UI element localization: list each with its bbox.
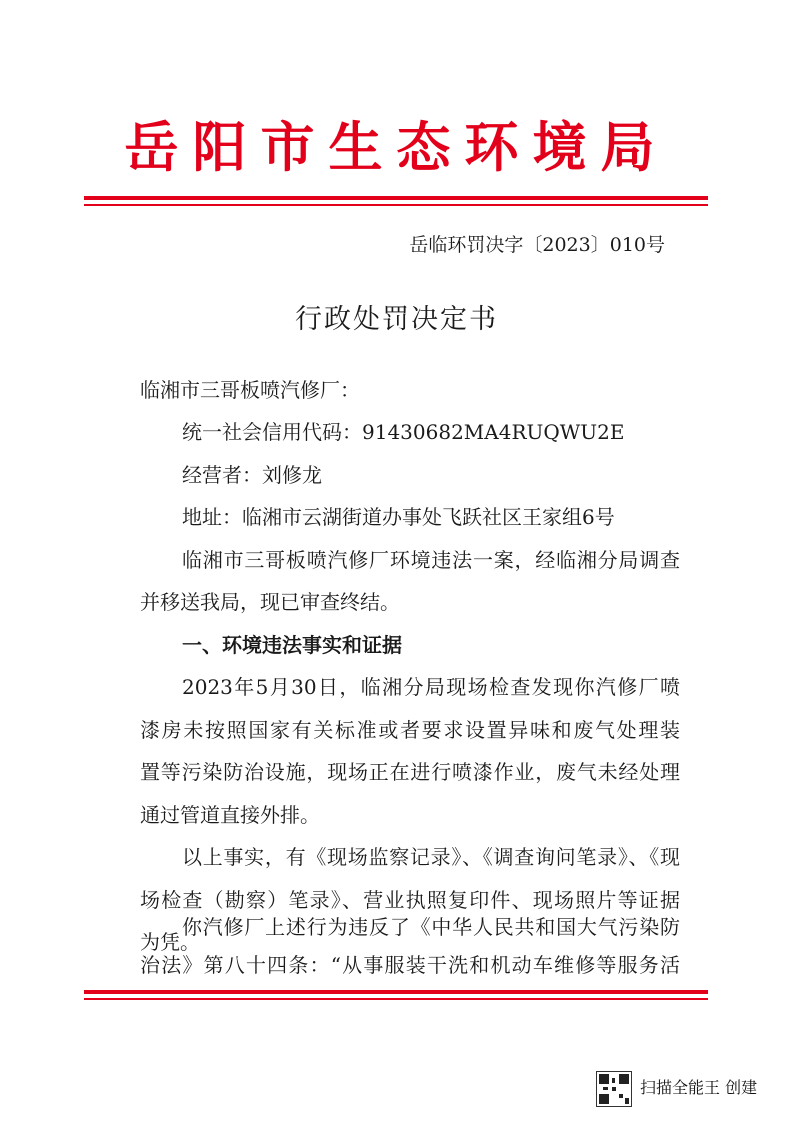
- paragraph-line: 置等污染防治设施，现场正在进行喷漆作业，废气未经处理: [140, 760, 680, 784]
- paragraph-line: 以上事实，有《现场监察记录》、《调查询问笔录》、《现: [182, 845, 680, 869]
- paragraph-line: 漆房未按照国家有关标准或者要求设置异味和废气处理装: [140, 718, 680, 742]
- letterhead-title: 岳阳市生态环境局: [124, 116, 669, 179]
- paragraph-line: 通过管道直接外排。: [140, 803, 320, 827]
- paragraph-line: 场检查（勘察）笔录》、营业执照复印件、现场照片等证据: [140, 888, 680, 912]
- paragraph-line: 为凭。: [140, 930, 200, 954]
- footer-rule-thick: [84, 990, 708, 994]
- document-title: 行政处罚决定书: [295, 304, 498, 335]
- paragraph-line: 临湘市三哥板喷汽修厂环境违法一案，经临湘分局调查: [182, 548, 680, 572]
- scanner-watermark: 扫描全能王 创建: [640, 1078, 758, 1097]
- paragraph-line: 治法》第八十四条：“从事服装干洗和机动车维修等服务活: [140, 953, 680, 977]
- section-heading: 一、环境违法事实和证据: [182, 633, 402, 657]
- paragraph-line: 并移送我局，现已审查终结。: [140, 590, 400, 614]
- footer-rule-thin: [84, 998, 708, 1000]
- address: 地址：临湘市云湖街道办事处飞跃社区王家组6号: [182, 505, 615, 529]
- paragraph-line: 2023年5月30日，临湘分局现场检查发现你汽修厂喷: [182, 675, 680, 699]
- header-rule-thick: [84, 196, 708, 200]
- document-number: 岳临环罚决字〔2023〕010号: [409, 234, 665, 256]
- qr-code-icon: [596, 1071, 632, 1107]
- operator: 经营者：刘修龙: [182, 463, 322, 487]
- credit-code: 统一社会信用代码：91430682MA4RUQWU2E: [182, 420, 625, 444]
- header-rule-thin: [84, 204, 708, 206]
- paragraph-line: 你汽修厂上述行为违反了《中华人民共和国大气污染防: [182, 915, 680, 939]
- recipient-name: 临湘市三哥板喷汽修厂：: [140, 378, 360, 402]
